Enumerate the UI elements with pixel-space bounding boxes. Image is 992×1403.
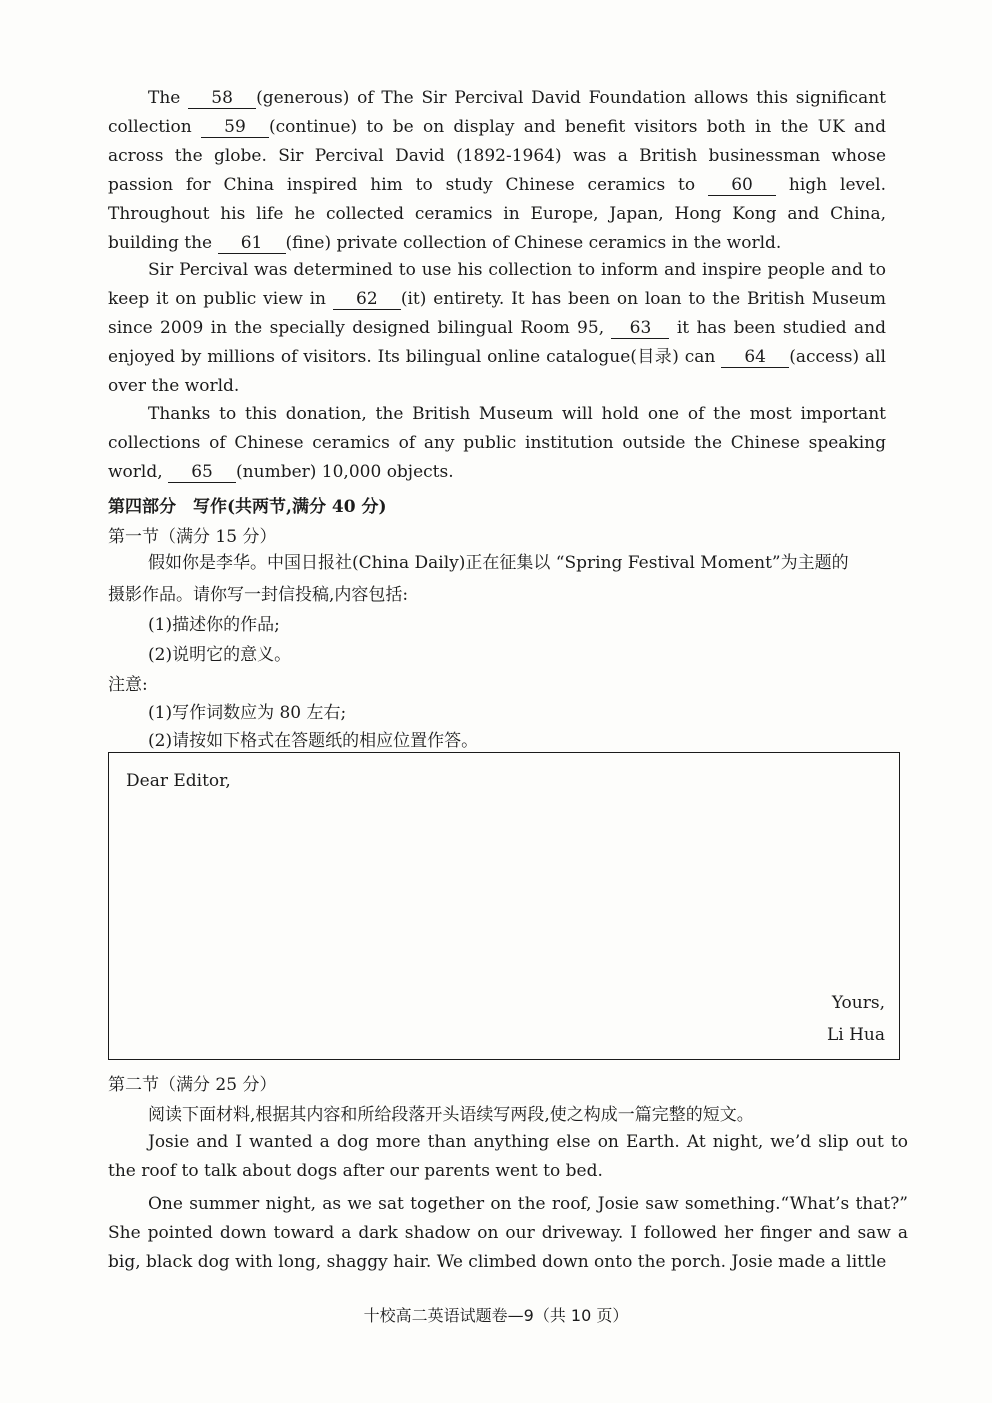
text: (fine) private collection of Chinese ceramics in the world. — [285, 233, 782, 253]
blank-58: 58 — [188, 88, 256, 109]
text: (it) entirety. It has been on loan to the British Museum since 2009 in the specially designed bilingual Room 95, — [108, 289, 886, 338]
text: The — [148, 88, 181, 108]
text: it has been studied and enjoyed by millions of visitors. Its bilingual online catalogue(目录) can — [108, 318, 887, 367]
section2-instruction: 阅读下面材料,根据其内容和所给段落开头语续写两段,使之构成一篇完整的短文。 — [148, 1105, 754, 1125]
note-1: (1)写作词数应为 80 左右; — [148, 703, 347, 723]
text: Sir Percival was determined to use his collection to inform and inspire people and to keep it on public view in — [108, 260, 886, 309]
text: (number) 10,000 objects. — [236, 462, 454, 482]
story-paragraph-1 — [108, 1128, 908, 1186]
passage-paragraph-2 — [108, 256, 886, 401]
blank-65: 65 — [168, 462, 236, 483]
letter-answer-box — [108, 752, 900, 1060]
text: One summer night, as we sat together on the roof, Josie saw something.“What’s that?” She pointed down toward a dark shadow on our driveway. I followed her finger and saw a big, black dog with long, shaggy hair. We climbed down onto the porch. Josie made a little — [108, 1194, 908, 1272]
text: (continue) to be on display and benefit visitors both in the UK and across the globe. Sir Percival David (1892-1964) was a British businessman whose passion for China inspired him to study Chinese ceramics to — [108, 117, 886, 195]
letter-greeting: Dear Editor, — [126, 771, 231, 791]
section1-prompt-line1: 假如你是李华。中国日报社(China Daily)正在征集以 “Spring Festival Moment”为主题的 — [148, 553, 849, 573]
blank-63: 63 — [611, 318, 669, 339]
letter-closing: Yours, — [831, 993, 885, 1013]
text: high level. Throughout his life he collected ceramics in Europe, Japan, Hong Kong and China, building the — [108, 175, 887, 253]
section1-item-1: (1)描述你的作品; — [148, 615, 280, 635]
text: (access) all over the world. — [108, 347, 886, 396]
section1-prompt-line2: 摄影作品。请你写一封信投稿,内容包括: — [108, 585, 409, 605]
page-footer: 十校高二英语试题卷—9（共 10 页） — [363, 1306, 629, 1325]
blank-64: 64 — [721, 347, 789, 368]
passage-paragraph-3 — [108, 400, 886, 487]
passage-paragraph-1 — [108, 84, 886, 258]
text: Josie and I wanted a dog more than anything else on Earth. At night, we’d slip out to the roof to talk about dogs after our parents went to bed. — [108, 1132, 908, 1181]
note-label: 注意: — [108, 675, 148, 695]
section1-item-2: (2)说明它的意义。 — [148, 645, 292, 665]
letter-signature: Li Hua — [826, 1025, 885, 1045]
blank-62: 62 — [333, 289, 401, 310]
part4-heading: 第四部分 写作(共两节,满分 40 分) — [108, 497, 387, 517]
text: Thanks to this donation, the British Museum will hold one of the most important collections of Chinese ceramics of any public institution outside the Chinese speaking world, — [108, 404, 886, 482]
note-2: (2)请按如下格式在答题纸的相应位置作答。 — [148, 731, 479, 751]
text: (generous) of The Sir Percival David Foundation allows this significant collection — [108, 88, 886, 137]
story-paragraph-2 — [108, 1190, 908, 1277]
section1-heading: 第一节（满分 15 分） — [108, 527, 277, 547]
blank-60: 60 — [708, 175, 776, 196]
blank-61: 61 — [218, 233, 286, 254]
blank-59: 59 — [201, 117, 269, 138]
section2-heading: 第二节（满分 25 分） — [108, 1075, 277, 1095]
